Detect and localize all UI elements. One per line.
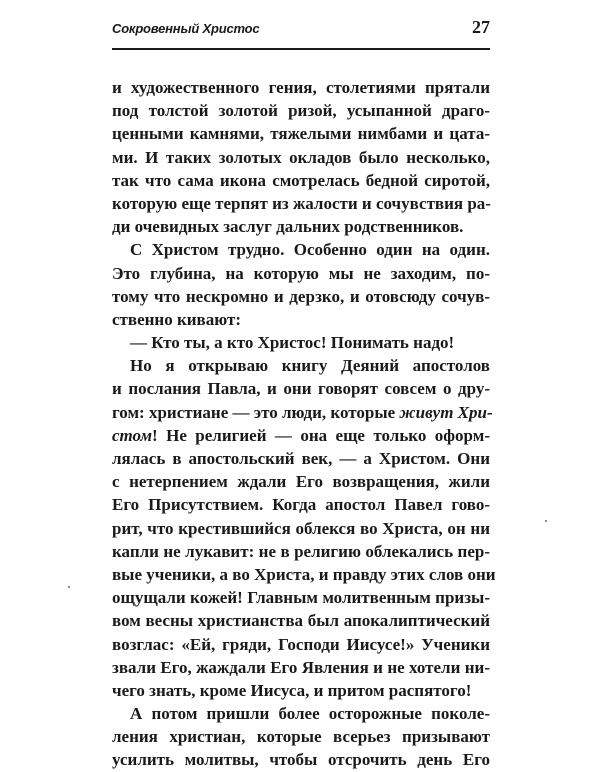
text-line: Но я открываю книгу Деяний апостолов	[130, 356, 490, 376]
text-line: ственно кивают:	[112, 309, 242, 329]
text-line: так что сама икона смотрелась бедной сиротой,	[112, 170, 490, 190]
text-segment: гом: христиане — это люди, которые	[112, 402, 400, 422]
text-line: ми. И таких золотых окладов было несколько,	[112, 147, 490, 167]
paper-speck	[545, 520, 547, 522]
text-line: — Кто ты, а кто Христос! Понимать надо!	[130, 333, 455, 353]
italic-segment: стом	[112, 425, 153, 445]
text-line: вые ученики, а во Христа, и правду этих слов они	[112, 564, 496, 584]
text-line	[112, 401, 493, 424]
italic-segment: живут Хри-	[399, 402, 493, 422]
text-line: усилить молитвы, чтобы отсрочить день Его	[112, 750, 490, 770]
text-segment: ! Не религией — она еще только оформ-	[152, 425, 490, 445]
text-line: тому что нескромно и дерзко, и отовсюду сочув-	[112, 286, 490, 306]
text-line: ощущали кожей! Главным молитвенным призы-	[112, 588, 490, 608]
text-line: лялась в апостольский век, — а Христом. Они	[112, 449, 490, 468]
text-line: вом весны христианства был апокалиптический	[112, 611, 490, 631]
text-line: чего знать, кроме Иисуса, и притом распятого!	[112, 680, 472, 700]
running-title: Сокровенный Христос	[112, 21, 260, 36]
text-line: ди очевидных заслуг дальних родственников.	[112, 217, 464, 237]
text-line: под толстой золотой ризой, усыпанной драго-	[112, 101, 490, 121]
text-line: ления христиан, которые всерьез призывают	[112, 727, 490, 747]
header-rule	[112, 48, 490, 50]
text-line: Его Присутствием. Когда апостол Павел гово-	[112, 495, 490, 515]
text-line: С Христом трудно. Особенно один на один.	[130, 240, 490, 260]
page-number: 27	[472, 17, 490, 37]
text-line: и художественного гения, столетиями прятали	[112, 78, 490, 97]
text-line: ценными камнями, тяжелыми нимбами и цата-	[112, 124, 490, 144]
text-line: возглас: «Ей, гряди, Господи Иисусе!» Ученики	[112, 634, 490, 654]
running-head	[112, 17, 490, 45]
text-line	[112, 424, 490, 447]
text-line: звали Его, жаждали Его Явления и не хотели ни-	[112, 657, 490, 677]
text-line: капли не лукавит: не в религию облекались пер-	[112, 541, 490, 561]
text-line: А потом пришли более осторожные поколе-	[130, 704, 490, 724]
text-line: с нетерпением ждали Его возвращения, жили	[112, 472, 490, 492]
text-line: рит, что крестившийся облекся во Христа, он ни	[112, 518, 490, 538]
paper-speck	[68, 586, 70, 588]
body-text	[112, 76, 496, 772]
text-line: Это глубина, на которую мы не заходим, по-	[112, 263, 490, 283]
text-line: и послания Павла, и они говорят совсем о дру-	[112, 379, 490, 399]
text-line: которую еще терпят из жалости и сочувствия ра-	[112, 193, 491, 213]
